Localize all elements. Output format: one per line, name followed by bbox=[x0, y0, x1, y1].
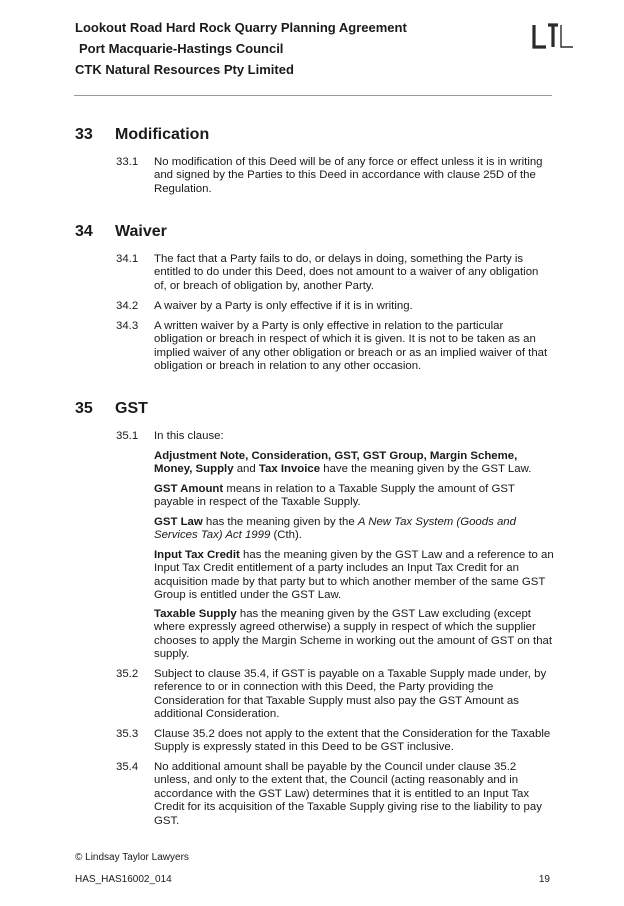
clause-number: 35.4 bbox=[116, 761, 139, 773]
section-heading-modification bbox=[75, 126, 209, 144]
definition-text: has the meaning given by the bbox=[202, 516, 358, 528]
defined-term: Tax Invoice bbox=[258, 463, 321, 476]
clause-text: No modification of this Deed will be of any force or effect unless it is in writing and signed by the Parties to this Deed in accordance with clause 25D of the Regulation. bbox=[154, 156, 543, 195]
footer-doc-ref: HAS_HAS16002_014 bbox=[75, 874, 172, 885]
section-number: 35 bbox=[75, 400, 93, 417]
clause-34-3 bbox=[116, 320, 552, 374]
clause-34-1 bbox=[116, 253, 552, 293]
clause-number: 35.1 bbox=[116, 430, 139, 442]
section-number: 34 bbox=[75, 223, 93, 240]
definition-input-tax-credit bbox=[154, 549, 554, 603]
clause-number: 34.3 bbox=[116, 320, 139, 332]
clause-33-1 bbox=[116, 156, 552, 196]
defined-term: Adjustment Note, Consideration, GST, GST Group, Margin Scheme, bbox=[154, 450, 518, 462]
clause-35-4 bbox=[116, 761, 552, 828]
section-heading-waiver bbox=[75, 223, 167, 241]
clause-text: A waiver by a Party is only effective if it is in writing. bbox=[154, 300, 413, 312]
defined-term: GST Law bbox=[154, 516, 203, 528]
header-divider bbox=[74, 95, 552, 96]
defined-term: Money, Supply bbox=[154, 463, 234, 476]
clause-number: 33.1 bbox=[116, 156, 139, 168]
clause-number: 35.2 bbox=[116, 668, 139, 680]
clause-number: 35.3 bbox=[116, 728, 139, 740]
clause-34-2 bbox=[116, 300, 552, 313]
header-title: Lookout Road Hard Rock Quarry Planning Agreement bbox=[75, 20, 407, 35]
section-title: Waiver bbox=[115, 223, 167, 240]
defined-term: GST Amount bbox=[154, 483, 224, 495]
header-council: Port Macquarie-Hastings Council bbox=[79, 41, 284, 56]
definition-text: has the meaning given by the GST Law and a reference to an Input Tax Credit entitlement of a party includes an Input Tax Credit for an acquisition made by that party but to which another member of the same GST Group is entitled under the GST Law. bbox=[154, 549, 554, 602]
header-company: CTK Natural Resources Pty Limited bbox=[75, 62, 294, 77]
ltl-logo-icon bbox=[532, 22, 574, 50]
footer-copyright: © Lindsay Taylor Lawyers bbox=[75, 852, 189, 863]
clause-35-1 bbox=[116, 430, 552, 443]
clause-number: 34.1 bbox=[116, 253, 139, 265]
clause-text: The fact that a Party fails to do, or delays in doing, something the Party is entitled to do under this Deed, does not amount to a waiver of any obligation of, or breach of obligation by, another Party. bbox=[154, 253, 539, 292]
section-number: 33 bbox=[75, 126, 93, 143]
definition-gst-amount bbox=[154, 483, 554, 510]
definition-text: and bbox=[233, 463, 259, 476]
definition-text: means in relation to a Taxable Supply the amount of GST payable in respect of the Taxable Supply. bbox=[154, 483, 515, 509]
definition-text: (Cth). bbox=[270, 529, 302, 542]
clause-text: In this clause: bbox=[154, 430, 224, 442]
definition-general-terms bbox=[154, 450, 554, 477]
clause-text: No additional amount shall be payable by the Council under clause 35.2 unless, and only to the extent that, the Council (acting reasonably and in accordance with the GST Law) determines that it is entitled to an Input Tax Credit for its acquisition of the Taxable Supply giving rise to the liability to pay GST. bbox=[154, 761, 542, 827]
definition-taxable-supply bbox=[154, 608, 554, 662]
section-heading-gst bbox=[75, 400, 148, 418]
section-title: Modification bbox=[115, 126, 210, 143]
page-number: 19 bbox=[538, 874, 550, 885]
clause-35-2 bbox=[116, 668, 552, 722]
definition-text: have the meaning given by the GST Law. bbox=[320, 463, 532, 476]
defined-term: Input Tax Credit bbox=[154, 549, 240, 561]
clause-text: Clause 35.2 does not apply to the extent that the Consideration for the Taxable Supply is expressly stated in this Deed to be GST inclusive. bbox=[154, 728, 551, 754]
act-title: A New Tax System (Goods and Services Tax) Act 1999 bbox=[154, 516, 516, 542]
clause-35-3 bbox=[116, 728, 552, 755]
clause-number: 34.2 bbox=[116, 300, 139, 312]
definition-text: has the meaning given by the GST Law excluding (except where expressly agreed otherwise) a supply in respect of which the supplier chooses to apply the Margin Scheme in working out the amount of GST on that supply. bbox=[154, 608, 553, 661]
defined-term: Taxable Supply bbox=[154, 608, 237, 620]
definition-gst-law bbox=[154, 516, 554, 543]
clause-text: A written waiver by a Party is only effective in relation to the particular obligation or breach in respect of which it is given. It is not to be taken as an implied waiver of any other obligation or breach or as an implied waiver of that obligation or breach in relation to any other occasion. bbox=[154, 320, 548, 373]
clause-text: Subject to clause 35.4, if GST is payable on a Taxable Supply made under, by reference to or in connection with this Deed, the Party providing the Consideration for that Taxable Supply must also pay the GST Amount as additional Consideration. bbox=[154, 668, 547, 721]
section-title: GST bbox=[115, 400, 148, 417]
